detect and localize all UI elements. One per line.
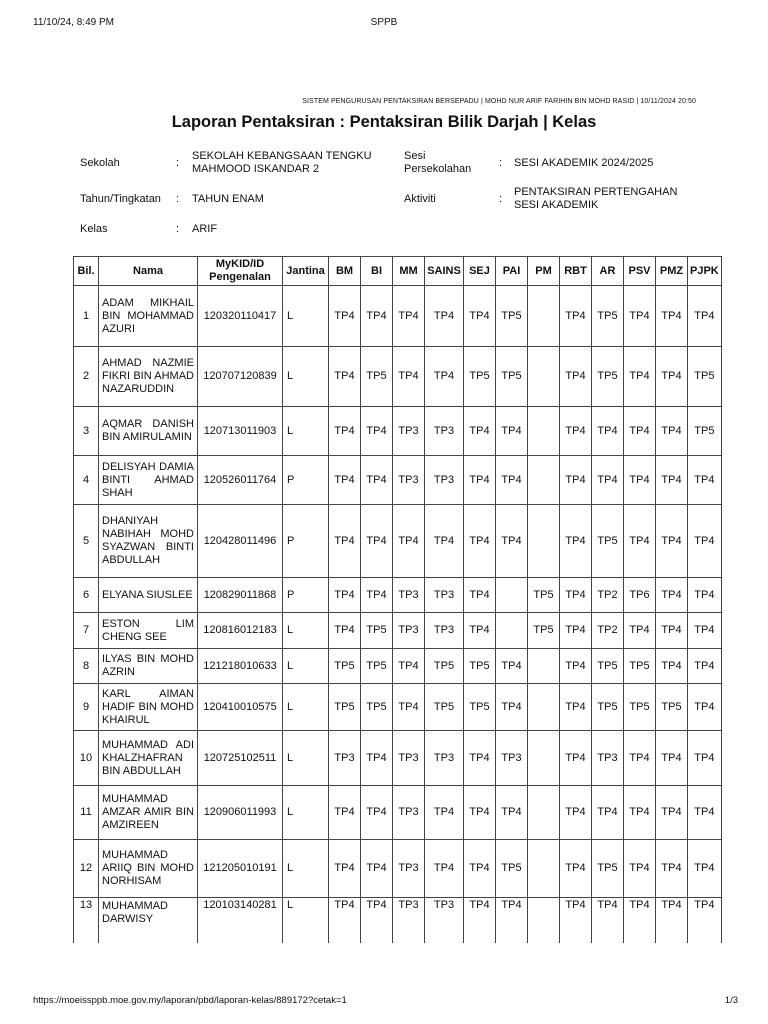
column-header: PMZ — [656, 257, 688, 286]
student-id: 121205010191 — [198, 840, 283, 898]
grade-cell: TP5 — [656, 684, 688, 731]
student-gender: L — [283, 613, 329, 649]
grade-cell: TP5 — [361, 684, 393, 731]
grade-cell: TP4 — [560, 505, 592, 578]
grade-cell: TP4 — [656, 613, 688, 649]
page-indicator: 1/3 — [724, 995, 738, 1006]
grade-cell: TP4 — [688, 898, 722, 943]
grade-cell: TP4 — [560, 613, 592, 649]
student-name: DHANIYAH NABIHAH MOHD SYAZWAN BINTI ABDULLAH — [99, 505, 198, 578]
grade-cell: TP5 — [361, 649, 393, 684]
grade-cell: TP3 — [393, 456, 425, 505]
student-gender: L — [283, 731, 329, 786]
print-timestamp: 11/10/24, 8:49 PM — [33, 17, 114, 28]
grade-cell: TP4 — [464, 786, 496, 840]
student-id: 120526011764 — [198, 456, 283, 505]
student-id: 120410010575 — [198, 684, 283, 731]
report-title: Laporan Pentaksiran : Pentaksiran Bilik Darjah | Kelas — [171, 113, 597, 131]
sekolah-label: Sekolah — [80, 157, 120, 169]
student-gender: P — [283, 578, 329, 613]
row-number: 9 — [74, 684, 99, 731]
grade-cell: TP4 — [361, 505, 393, 578]
table-row — [74, 684, 722, 731]
student-gender: L — [283, 786, 329, 840]
grade-cell: TP4 — [425, 786, 464, 840]
grade-cell: TP4 — [329, 786, 361, 840]
grade-cell: TP5 — [592, 840, 624, 898]
column-header: Bil. — [74, 257, 99, 286]
grade-cell: TP4 — [329, 456, 361, 505]
colon: : — [176, 193, 180, 205]
grade-cell: TP4 — [329, 286, 361, 347]
grade-cell: TP3 — [425, 456, 464, 505]
column-header: BM — [329, 257, 361, 286]
grade-cell: TP4 — [656, 578, 688, 613]
student-id: 120428011496 — [198, 505, 283, 578]
grade-cell: TP4 — [361, 286, 393, 347]
grade-cell: TP4 — [592, 786, 624, 840]
student-gender: L — [283, 840, 329, 898]
grade-cell: TP4 — [656, 898, 688, 943]
grade-cell — [528, 731, 560, 786]
table-row — [74, 731, 722, 786]
table-row — [74, 578, 722, 613]
grade-cell: TP5 — [464, 347, 496, 407]
grade-cell: TP4 — [329, 613, 361, 649]
sesi-label: Sesi Persekolahan — [404, 150, 472, 175]
row-number: 8 — [74, 649, 99, 684]
grade-cell — [496, 613, 528, 649]
table-row — [74, 407, 722, 456]
row-number: 11 — [74, 786, 99, 840]
row-number: 4 — [74, 456, 99, 505]
grade-cell: TP4 — [425, 347, 464, 407]
grade-cell: TP5 — [496, 840, 528, 898]
table-row — [74, 505, 722, 578]
table-row — [74, 649, 722, 684]
grade-cell: TP5 — [592, 649, 624, 684]
grade-cell: TP4 — [624, 407, 656, 456]
grade-cell: TP5 — [624, 684, 656, 731]
grade-cell: TP3 — [425, 578, 464, 613]
tahun-label: Tahun/Tingkatan — [80, 193, 161, 205]
row-number: 3 — [74, 407, 99, 456]
grade-cell: TP4 — [329, 407, 361, 456]
column-header: PSV — [624, 257, 656, 286]
grade-cell: TP4 — [361, 840, 393, 898]
grade-cell: TP4 — [464, 578, 496, 613]
grade-cell: TP4 — [425, 505, 464, 578]
grade-cell: TP3 — [393, 840, 425, 898]
grade-cell: TP4 — [329, 898, 361, 943]
grade-cell: TP3 — [425, 731, 464, 786]
grade-cell: TP4 — [656, 786, 688, 840]
grade-cell: TP4 — [560, 731, 592, 786]
column-header: PJPK — [688, 257, 722, 286]
grade-cell: TP4 — [560, 649, 592, 684]
student-name: ESTON LIM CHENG SEE — [99, 613, 198, 649]
grade-cell: TP3 — [393, 407, 425, 456]
table-row — [74, 840, 722, 898]
grade-cell: TP4 — [624, 505, 656, 578]
grade-cell: TP4 — [624, 786, 656, 840]
row-number: 1 — [74, 286, 99, 347]
column-header: Jantina — [283, 257, 329, 286]
column-header: RBT — [560, 257, 592, 286]
grade-cell: TP3 — [393, 898, 425, 943]
page-url: https://moeissppb.moe.gov.my/laporan/pbd/laporan-kelas/889172?cetak=1 — [33, 995, 347, 1006]
grade-cell: TP4 — [464, 505, 496, 578]
grade-cell: TP4 — [329, 347, 361, 407]
column-header: SEJ — [464, 257, 496, 286]
grade-cell: TP5 — [592, 347, 624, 407]
grade-cell: TP4 — [361, 407, 393, 456]
grade-cell: TP5 — [464, 684, 496, 731]
grade-cell: TP4 — [656, 731, 688, 786]
student-gender: P — [283, 456, 329, 505]
student-gender: L — [283, 684, 329, 731]
row-number: 12 — [74, 840, 99, 898]
grade-cell — [528, 407, 560, 456]
grade-cell: TP5 — [624, 649, 656, 684]
grade-cell: TP4 — [361, 578, 393, 613]
grade-cell: TP4 — [496, 786, 528, 840]
grade-cell: TP4 — [560, 347, 592, 407]
student-id: 120320110417 — [198, 286, 283, 347]
grade-cell: TP4 — [688, 684, 722, 731]
grade-cell: TP2 — [592, 578, 624, 613]
grade-cell — [528, 786, 560, 840]
grade-cell: TP4 — [592, 407, 624, 456]
grade-cell: TP5 — [361, 347, 393, 407]
student-name: AQMAR DANISH BIN AMIRULAMIN — [99, 407, 198, 456]
grade-cell: TP4 — [464, 456, 496, 505]
student-name: MUHAMMAD DARWISY — [99, 898, 198, 943]
student-name: ILYAS BIN MOHD AZRIN — [99, 649, 198, 684]
table-row — [74, 286, 722, 347]
grade-cell: TP3 — [425, 407, 464, 456]
sekolah-value: SEKOLAH KEBANGSAAN TENGKU MAHMOOD ISKANDAR 2 — [192, 150, 372, 175]
column-header: PM — [528, 257, 560, 286]
system-line: SISTEM PENGURUSAN PENTAKSIRAN BERSEPADU | MOHD NUR ARIF FARIHIN BIN MOHD RASID | 10/11/2024 20:50 — [302, 98, 696, 105]
student-name: MUHAMMAD AMZAR AMIR BIN AMZIREEN — [99, 786, 198, 840]
grade-cell — [528, 286, 560, 347]
assessment-table — [73, 256, 722, 943]
page-title: SPPB — [370, 17, 398, 28]
student-name: DELISYAH DAMIA BINTI AHMAD SHAH — [99, 456, 198, 505]
grade-cell: TP4 — [560, 840, 592, 898]
grade-cell — [528, 684, 560, 731]
grade-cell: TP4 — [656, 840, 688, 898]
grade-cell: TP4 — [560, 286, 592, 347]
grade-cell: TP4 — [656, 286, 688, 347]
grade-cell — [528, 505, 560, 578]
grade-cell: TP5 — [592, 505, 624, 578]
grade-cell: TP4 — [624, 840, 656, 898]
grade-cell: TP4 — [361, 898, 393, 943]
grade-cell — [528, 456, 560, 505]
grade-cell: TP5 — [361, 613, 393, 649]
grade-cell: TP3 — [393, 613, 425, 649]
grade-cell: TP4 — [393, 649, 425, 684]
grade-cell: TP3 — [592, 731, 624, 786]
row-number: 5 — [74, 505, 99, 578]
grade-cell: TP4 — [624, 286, 656, 347]
grade-cell: TP4 — [464, 840, 496, 898]
grade-cell: TP5 — [592, 286, 624, 347]
grade-cell: TP4 — [688, 649, 722, 684]
grade-cell: TP5 — [688, 347, 722, 407]
grade-cell: TP5 — [464, 649, 496, 684]
grade-cell: TP4 — [592, 456, 624, 505]
student-id: 120725102511 — [198, 731, 283, 786]
colon: : — [176, 157, 180, 169]
student-gender: L — [283, 898, 329, 943]
grade-cell: TP4 — [656, 456, 688, 505]
grade-cell: TP4 — [464, 731, 496, 786]
grade-cell: TP4 — [688, 578, 722, 613]
student-gender: L — [283, 347, 329, 407]
grade-cell: TP4 — [688, 840, 722, 898]
grade-cell: TP3 — [425, 613, 464, 649]
student-name: ELYANA SIUSLEE — [99, 578, 198, 613]
colon: : — [499, 193, 503, 205]
grade-cell: TP4 — [560, 456, 592, 505]
row-number: 13 — [74, 898, 99, 943]
grade-cell: TP3 — [393, 578, 425, 613]
student-name: MUHAMMAD ARIIQ BIN MOHD NORHISAM — [99, 840, 198, 898]
kelas-label: Kelas — [80, 223, 108, 235]
student-gender: P — [283, 505, 329, 578]
row-number: 2 — [74, 347, 99, 407]
student-id: 120713011903 — [198, 407, 283, 456]
student-gender: L — [283, 407, 329, 456]
grade-cell: TP4 — [656, 347, 688, 407]
grade-cell — [528, 649, 560, 684]
grade-cell: TP4 — [688, 613, 722, 649]
column-header: AR — [592, 257, 624, 286]
grade-cell: TP4 — [688, 731, 722, 786]
grade-cell: TP4 — [624, 731, 656, 786]
grade-cell: TP4 — [560, 578, 592, 613]
grade-cell: TP5 — [592, 684, 624, 731]
grade-cell: TP4 — [688, 505, 722, 578]
grade-cell: TP4 — [464, 898, 496, 943]
grade-cell: TP4 — [688, 786, 722, 840]
grade-cell: TP4 — [688, 456, 722, 505]
grade-cell: TP4 — [656, 649, 688, 684]
grade-cell: TP5 — [528, 613, 560, 649]
student-id: 120829011868 — [198, 578, 283, 613]
grade-cell: TP3 — [329, 731, 361, 786]
grade-cell: TP4 — [329, 505, 361, 578]
grade-cell: TP4 — [361, 731, 393, 786]
grade-cell: TP4 — [393, 347, 425, 407]
tahun-value: TAHUN ENAM — [192, 193, 264, 205]
grade-cell: TP4 — [688, 286, 722, 347]
grade-cell: TP4 — [329, 840, 361, 898]
grade-cell: TP4 — [624, 456, 656, 505]
row-number: 6 — [74, 578, 99, 613]
student-id: 120707120839 — [198, 347, 283, 407]
student-gender: L — [283, 286, 329, 347]
header-row — [74, 257, 722, 286]
student-id: 120816012183 — [198, 613, 283, 649]
aktiviti-label: Aktiviti — [404, 193, 436, 205]
grade-cell: TP4 — [560, 898, 592, 943]
grade-cell: TP3 — [393, 786, 425, 840]
aktiviti-value: PENTAKSIRAN PERTENGAHAN SESI AKADEMIK — [514, 186, 678, 211]
grade-cell: TP4 — [560, 407, 592, 456]
grade-cell: TP4 — [464, 613, 496, 649]
grade-cell: TP5 — [425, 684, 464, 731]
kelas-value: ARIF — [192, 223, 218, 235]
grade-cell: TP3 — [393, 731, 425, 786]
table-row — [74, 898, 722, 943]
grade-cell — [528, 840, 560, 898]
student-name: MUHAMMAD ADI KHALZHAFRAN BIN ABDULLAH — [99, 731, 198, 786]
grade-cell: TP4 — [560, 684, 592, 731]
grade-cell: TP4 — [361, 786, 393, 840]
grade-cell: TP4 — [496, 684, 528, 731]
grade-cell: TP3 — [496, 731, 528, 786]
grade-cell: TP5 — [425, 649, 464, 684]
grade-cell: TP4 — [425, 286, 464, 347]
column-header: SAINS — [425, 257, 464, 286]
grade-cell — [528, 347, 560, 407]
grade-cell: TP4 — [496, 505, 528, 578]
row-number: 7 — [74, 613, 99, 649]
colon: : — [176, 223, 180, 235]
grade-cell: TP2 — [592, 613, 624, 649]
student-id: 121218010633 — [198, 649, 283, 684]
grade-cell: TP4 — [624, 898, 656, 943]
grade-cell: TP5 — [528, 578, 560, 613]
sesi-value: SESI AKADEMIK 2024/2025 — [514, 157, 654, 169]
column-header: MM — [393, 257, 425, 286]
grade-cell: TP4 — [464, 407, 496, 456]
grade-cell: TP4 — [496, 407, 528, 456]
grade-cell: TP6 — [624, 578, 656, 613]
grade-cell: TP4 — [656, 407, 688, 456]
column-header: MyKID/ID Pengenalan — [198, 257, 283, 286]
grade-cell: TP5 — [496, 286, 528, 347]
grade-cell: TP4 — [496, 898, 528, 943]
grade-cell: TP3 — [425, 898, 464, 943]
grade-cell: TP4 — [393, 684, 425, 731]
student-name: AHMAD NAZMIE FIKRI BIN AHMAD NAZARUDDIN — [99, 347, 198, 407]
colon: : — [499, 157, 503, 169]
column-header: BI — [361, 257, 393, 286]
student-name: KARL AIMAN HADIF BIN MOHD KHAIRUL — [99, 684, 198, 731]
grade-cell: TP4 — [592, 898, 624, 943]
grade-cell: TP4 — [496, 456, 528, 505]
grade-cell: TP5 — [688, 407, 722, 456]
grade-cell: TP4 — [393, 286, 425, 347]
grade-cell: TP4 — [425, 840, 464, 898]
grade-cell: TP4 — [464, 286, 496, 347]
grade-cell — [496, 578, 528, 613]
grade-cell: TP5 — [329, 649, 361, 684]
table-row — [74, 456, 722, 505]
grade-cell: TP5 — [329, 684, 361, 731]
grade-cell: TP4 — [329, 578, 361, 613]
column-header: PAI — [496, 257, 528, 286]
grade-cell: TP4 — [393, 505, 425, 578]
grade-cell: TP4 — [560, 786, 592, 840]
table-row — [74, 613, 722, 649]
table-row — [74, 786, 722, 840]
student-id: 120906011993 — [198, 786, 283, 840]
grade-cell — [528, 898, 560, 943]
grade-cell: TP4 — [656, 505, 688, 578]
student-gender: L — [283, 649, 329, 684]
student-id: 120103140281 — [198, 898, 283, 943]
column-header: Nama — [99, 257, 198, 286]
grade-cell: TP4 — [624, 613, 656, 649]
grade-cell: TP5 — [496, 347, 528, 407]
grade-cell: TP4 — [496, 649, 528, 684]
grade-cell: TP4 — [361, 456, 393, 505]
student-name: ADAM MIKHAIL BIN MOHAMMAD AZURI — [99, 286, 198, 347]
grade-cell: TP4 — [624, 347, 656, 407]
table-row — [74, 347, 722, 407]
row-number: 10 — [74, 731, 99, 786]
